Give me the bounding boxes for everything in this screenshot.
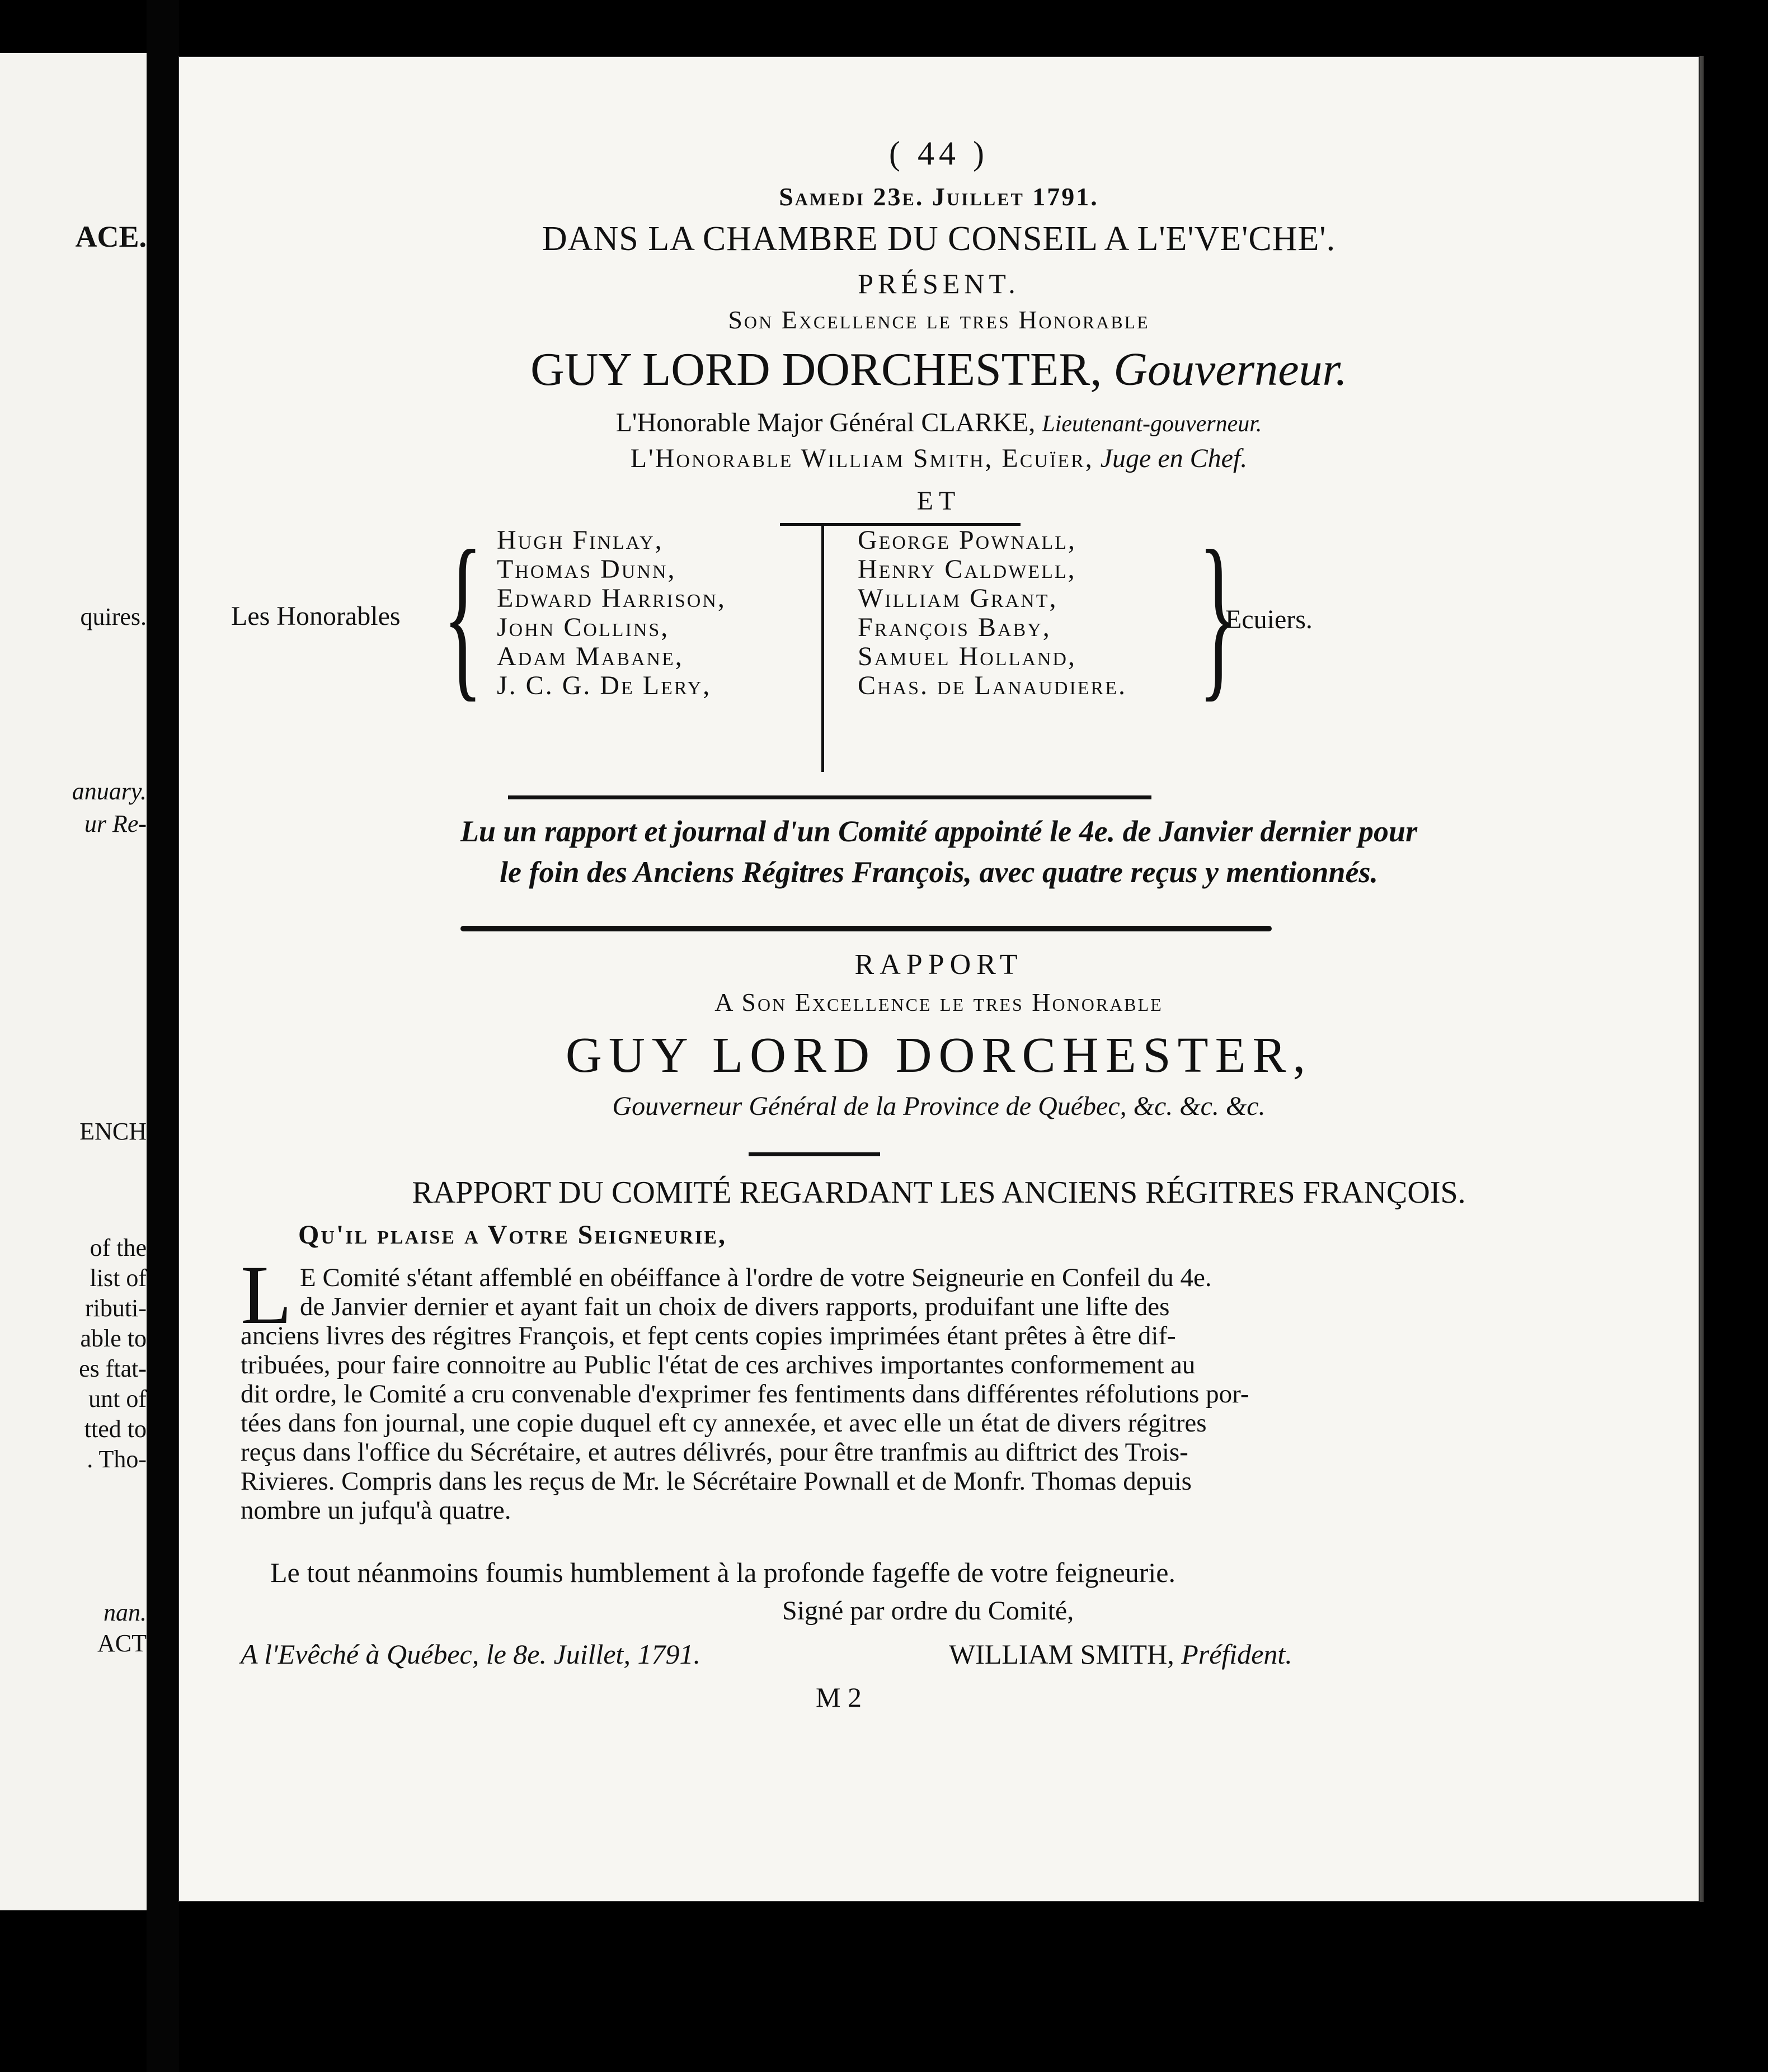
honorable-name: Hugh Finlay, [497, 525, 664, 555]
honorable-name: J. C. G. De Lery, [497, 671, 712, 700]
present-heading: PRÉSENT. [858, 268, 1020, 299]
dropcap: L [241, 1249, 292, 1341]
honorable-name: William Grant, [858, 583, 1058, 613]
honorable-name: Thomas Dunn, [497, 554, 676, 584]
honorable-name: Henry Caldwell, [858, 554, 1076, 584]
honorables-column-left [497, 526, 726, 700]
clarke-prefix: L'Honorable Major Général CLARKE, [615, 408, 1036, 437]
rapport-addressee: A Son Excellence le tres Honorable [714, 988, 1163, 1016]
left-fragment: list of [90, 1264, 147, 1292]
committee-body [300, 1263, 1553, 1321]
body-line: tribuées, pour faire connoitre au Public l'état de ces archives importantes conformement au [241, 1350, 1196, 1379]
committee-body-continued [241, 1321, 1553, 1525]
chamber-heading: DANS LA CHAMBRE DU CONSEIL A L'E'VE'CHE'. [542, 220, 1336, 258]
signatory-title: Préfident. [1181, 1638, 1292, 1670]
signed-line: Signé par ordre du Comité, [782, 1596, 1074, 1626]
left-fragment: ur Re- [84, 810, 147, 837]
et-line: ET [916, 486, 961, 516]
divider-rule [749, 1152, 880, 1156]
body-line: de Janvier dernier et ayant fait un choix de divers rapports, produifant une lifte des [300, 1292, 1170, 1321]
honorable-name: François Baby, [858, 613, 1051, 642]
governor-name: GUY LORD DORCHESTER, [530, 343, 1102, 395]
clarke-line [178, 407, 1700, 438]
body-line: anciens livres des régitres François, et fept cents copies imprimées étant prêtes à être dif- [241, 1321, 1176, 1350]
signatory-name: WILLIAM SMITH, [949, 1638, 1174, 1670]
page-number: ( 44 ) [889, 135, 989, 172]
rapport-heading: RAPPORT [854, 949, 1023, 981]
clarke-title: Lieutenant-gouverneur. [1042, 411, 1262, 437]
body-line: nombre un jufqu'à quatre. [241, 1496, 511, 1525]
left-fragment: . Tho- [87, 1445, 147, 1473]
left-fragment: able to [80, 1325, 147, 1352]
rapport-name: GUY LORD DORCHESTER, [565, 1028, 1313, 1083]
page-gutter [147, 0, 179, 2072]
body-line: Rivieres. Compris dans les reçus de Mr. le Sécrétaire Pownall et de Monfr. Thomas depuis [241, 1467, 1192, 1496]
body-line: E Comité s'étant affemblé en obéiffance à l'ordre de votre Seigneurie en Confeil du 4e. [300, 1263, 1212, 1292]
committee-heading: RAPPORT DU COMITÉ REGARDANT LES ANCIENS RÉGITRES FRANÇOIS. [412, 1175, 1466, 1210]
facing-page-fragment [0, 53, 147, 1910]
signature-mark: M 2 [816, 1682, 862, 1713]
closing-line: Le tout néanmoins foumis humblement à la profonde fageffe de votre feigneurie. [270, 1557, 1175, 1588]
salutation: Qu'il plaise a Votre Seigneurie, [298, 1220, 727, 1250]
divider-rule [460, 926, 1272, 931]
divider-rule [508, 795, 1151, 799]
body-line: dit ordre, le Comité a cru convenable d'exprimer fes fentiments dans différentes réfolutions por- [241, 1379, 1249, 1409]
lu-rapport-line: Lu un rapport et journal d'un Comité appointé le 4e. de Janvier dernier pour [460, 814, 1418, 848]
smith-line [178, 443, 1700, 474]
ecuiers-label: Ecuiers. [1225, 605, 1313, 634]
governor-line [178, 342, 1700, 397]
body-line: reçus dans l'office du Sécrétaire, et autres délivrés, pour être tranfmis au diftrict des Trois- [241, 1438, 1188, 1467]
smith-title: Juge en Chef. [1100, 444, 1248, 473]
left-fragment: quires. [80, 603, 147, 630]
honorable-name: Chas. de Lanaudiere. [858, 671, 1127, 700]
lu-rapport-line: le foin des Anciens Régitres François, avec quatre reçus y mentionnés. [500, 855, 1378, 889]
honorable-name: Adam Mabane, [497, 642, 684, 671]
honorable-name: Edward Harrison, [497, 583, 726, 613]
body-line: tées dans fon journal, une copie duquel eft cy annexée, et avec elle un état de divers régitres [241, 1409, 1207, 1438]
left-fragment: anuary. [72, 778, 147, 805]
left-brace-icon: { [443, 513, 483, 717]
left-fragment: nan. [104, 1599, 147, 1626]
left-fragment: ACE. [75, 220, 147, 253]
honorable-name: George Pownall, [858, 525, 1076, 555]
left-fragment: of the [90, 1234, 147, 1261]
honorable-name: Samuel Holland, [858, 642, 1076, 671]
left-fragment: unt of [88, 1385, 147, 1412]
honorables-label: Les Honorables [231, 601, 401, 631]
left-fragment: ributi- [85, 1294, 147, 1322]
honorable-name: John Collins, [497, 613, 670, 642]
right-brace-icon: } [1198, 513, 1238, 717]
place-date: A l'Evêché à Québec, le 8e. Juillet, 1791. [241, 1638, 700, 1670]
left-fragment: es ftat- [79, 1355, 147, 1382]
honorables-column-right [858, 526, 1127, 700]
left-fragment: ACT [97, 1630, 147, 1657]
left-fragment: tted to [84, 1415, 147, 1443]
rapport-title: Gouverneur Général de la Province de Québec, &c. &c. &c. [612, 1091, 1266, 1121]
excellence-line: Son Excellence le tres Honorable [728, 305, 1150, 334]
document-page [178, 56, 1700, 1902]
signature-block [949, 1638, 1292, 1670]
left-fragment: ENCH [79, 1118, 147, 1145]
column-divider [821, 526, 824, 772]
smith-prefix: L'Honorable William Smith, Ecuïer, [630, 444, 1094, 473]
date-line: Samedi 23e. Juillet 1791. [779, 182, 1099, 211]
governor-title: Gouverneur. [1113, 343, 1347, 395]
